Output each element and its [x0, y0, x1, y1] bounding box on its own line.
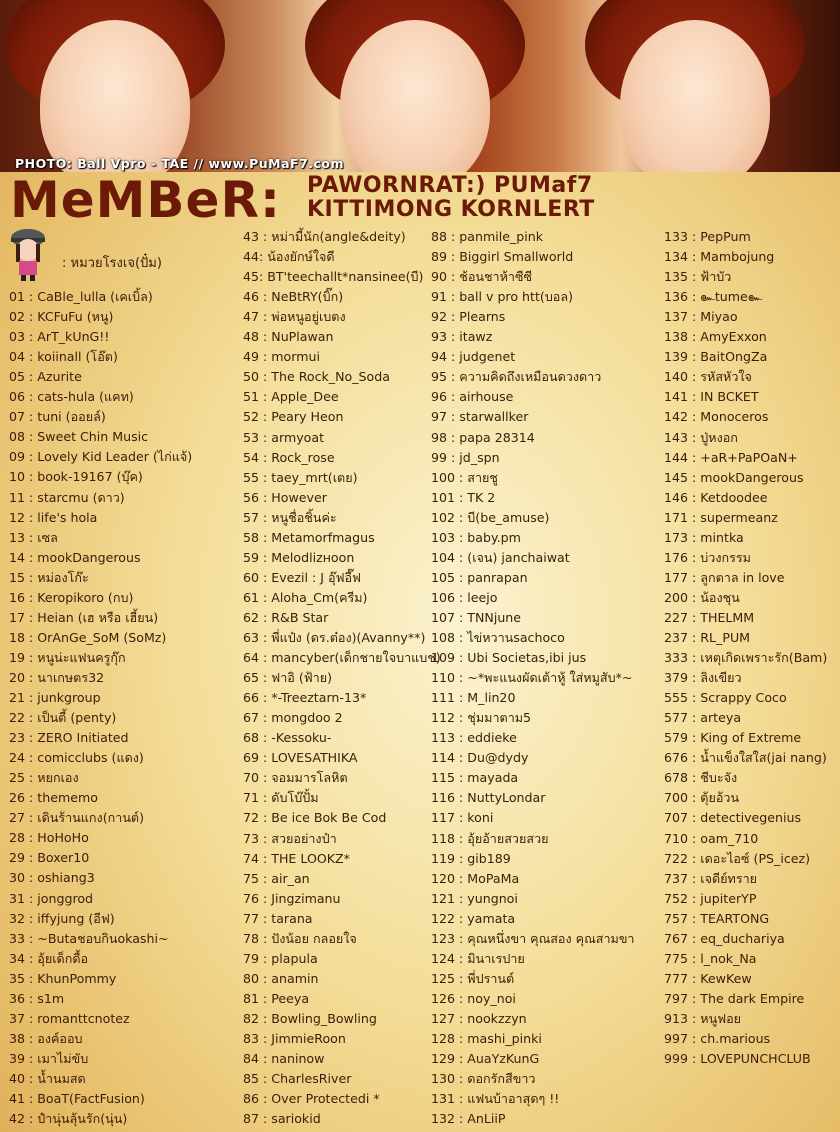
list-item: 125 : พี่ปรานต์	[431, 970, 515, 986]
list-item: 68 : -Kessoku-	[243, 730, 332, 746]
list-item: 04 : koiinall (โอ๊ต)	[9, 349, 118, 365]
list-item: 111 : M_lin20	[431, 690, 516, 706]
list-item: 10 : book-19167 (บุ๊ค)	[9, 469, 143, 485]
list-item: 81 : Peeya	[243, 990, 310, 1006]
list-item: 06 : cats-hula (แคท)	[9, 389, 134, 405]
list-item: 775 : l_nok_Na	[664, 950, 757, 966]
list-item: 05 : Azurite	[9, 369, 82, 385]
list-item: 93 : itawz	[431, 329, 493, 345]
list-item: 56 : However	[243, 489, 327, 505]
list-item: 24 : comicclubs (แดง)	[9, 750, 144, 766]
list-item: 114 : Du@dydy	[431, 750, 529, 766]
list-item: 16 : Keropikoro (กบ)	[9, 589, 134, 605]
list-item: 76 : Jingzimanu	[243, 890, 341, 906]
list-item: 134 : Mambojung	[664, 249, 775, 265]
list-item: 752 : jupiterYP	[664, 890, 757, 906]
list-item: 72 : Be ice Bok Be Cod	[243, 810, 387, 826]
list-item: 33 : ~Butaชอบกินokashi~	[9, 930, 169, 946]
list-item: 104 : (เจน) janchaiwat	[431, 549, 570, 565]
list-item: 108 : ไข่หวานsachoco	[431, 630, 565, 645]
list-item: 177 : ลูกตาล in love	[664, 569, 785, 585]
list-item: 94 : judgenet	[431, 349, 516, 365]
list-item: 113 : eddieke	[431, 730, 517, 746]
list-item: 28 : HoHoHo	[9, 830, 89, 846]
list-item: 45: BT'teechallt*nansinee(บี)	[243, 269, 424, 285]
list-item: 66 : *-Treeztarn-13*	[243, 690, 367, 706]
list-item: 173 : mintka	[664, 529, 744, 545]
list-item: 105 : panrapan	[431, 569, 528, 585]
list-item: 55 : taey_mrt(เตย)	[243, 469, 358, 485]
list-item: 84 : naninow	[243, 1051, 325, 1067]
list-item: 144 : +aR+PaPOaN+	[664, 449, 798, 465]
list-item: 59 : Melodlizнoon	[243, 549, 355, 565]
list-item: 53 : armyoat	[243, 429, 325, 445]
list-item: 116 : NuttyLondar	[431, 790, 546, 806]
list-item: 88 : panmile_pink	[431, 229, 544, 244]
list-item: 02 : KCFuFu (หนู)	[9, 309, 114, 325]
list-item: 71 : ดับโบ๊ปั้ม	[243, 790, 319, 806]
list-item: 17 : Heian (เฮ หรือ เฮี้ยน)	[9, 609, 159, 625]
list-item: 11 : starcmu (ดาว)	[9, 489, 125, 505]
list-item: 82 : Bowling_Bowling	[243, 1010, 377, 1026]
list-item: 176 : บ่วงกรรม	[664, 549, 751, 565]
list-item: 129 : AuaYzKunG	[431, 1051, 540, 1067]
list-item: 132 : AnLiiP	[431, 1111, 506, 1127]
list-item: 13 : เซล	[9, 529, 58, 545]
list-item: 137 : Miyao	[664, 309, 738, 325]
list-item: 99 : jd_spn	[431, 449, 500, 465]
list-item: 710 : oam_710	[664, 830, 759, 846]
list-item: 102 : บี(be_amuse)	[431, 509, 550, 525]
list-item: 777 : KewKew	[664, 970, 752, 986]
list-item: 124 : มินาเรปาย	[431, 950, 525, 966]
list-item: 109 : Ubi Societas,ibi jus	[431, 650, 587, 666]
list-item: 139 : BaitOngZa	[664, 349, 768, 365]
list-item: 65 : ฟาอิ (ฟ้าย)	[243, 670, 333, 686]
list-item: 579 : King of Extreme	[664, 730, 802, 746]
list-item: 142 : Monoceros	[664, 409, 769, 425]
list-item: 48 : NuPlawan	[243, 329, 334, 345]
list-item: 119 : gib189	[431, 850, 511, 866]
header-photo-strip	[0, 0, 840, 172]
list-item: 135 : ฟ้าบัว	[664, 269, 732, 285]
list-item: 80 : anamin	[243, 970, 319, 986]
list-item: 112 : ชุ่มมาตาม5	[431, 710, 532, 726]
list-item: 146 : Ketdoodee	[664, 489, 768, 505]
list-item: 92 : Plearns	[431, 309, 506, 325]
list-item: 77 : tarana	[243, 910, 313, 926]
list-item: 63 : พี่แป๋ง (ดร.ต๋อง)(Avanny**)	[243, 630, 426, 645]
list-item: 58 : Metamorfmagus	[243, 529, 375, 545]
list-item: 227 : THELMM	[664, 609, 755, 625]
list-item: 36 : s1m	[9, 990, 65, 1006]
list-item: 52 : Peary Heon	[243, 409, 344, 425]
list-item: 999 : LOVEPUNCHCLUB	[664, 1051, 811, 1067]
list-item: 141 : IN BCKET	[664, 389, 759, 405]
list-item: 118 : อุ้ยอ้ายสวยสวย	[431, 830, 549, 846]
list-item: 37 : romanttcnotez	[9, 1010, 130, 1026]
list-item: 60 : Evezil : J อุ๊ฟอี๊ฟ	[243, 569, 361, 585]
list-item: 110 : ~*พะแนงผัดเต้าหู้ ใส่หมูสับ*~	[431, 670, 633, 686]
list-item: 79 : plapula	[243, 950, 318, 966]
list-item: 997 : ch.marious	[664, 1031, 771, 1046]
list-item: 140 : รหัสหัวใจ	[664, 369, 752, 385]
list-item: 555 : Scrappy Coco	[664, 690, 787, 706]
list-item: 722 : เดอะไอซ์ (PS_icez)	[664, 850, 811, 866]
list-item: 29 : Boxer10	[9, 850, 90, 866]
subtitle-line-2: KITTIMONG KORNLERT	[307, 197, 595, 222]
list-item: 115 : mayada	[431, 770, 519, 786]
list-item: 40 : น้ำนมสด	[9, 1070, 86, 1086]
list-item: 97 : starwallker	[431, 409, 529, 425]
list-item: 62 : R&B Star	[243, 609, 329, 625]
avatar-icon	[8, 226, 48, 282]
list-item: 86 : Over Protectedi *	[243, 1091, 380, 1107]
page-title: MeMBeR:	[10, 171, 281, 229]
list-item: 126 : noy_noi	[431, 990, 516, 1006]
list-item: 57 : หนูชื่อชิ้นค่ะ	[243, 509, 337, 525]
list-item: 74 : THE LOOKZ*	[243, 850, 350, 866]
list-item: 01 : CaBle_lulla (เคเบิ้ล)	[9, 289, 153, 304]
list-item: 103 : baby.pm	[431, 529, 521, 545]
list-item: 90 : ช้อนชาห้าซีซี	[431, 269, 533, 285]
list-item: 51 : Apple_Dee	[243, 389, 339, 405]
list-item: 34 : อุ้ยเด็กดื้อ	[9, 950, 89, 966]
list-item: 121 : yungnoi	[431, 890, 518, 906]
list-item: 15 : หม่องโก๊ะ	[9, 569, 89, 585]
list-item: 171 : supermeanz	[664, 509, 778, 525]
list-item: 38 : องค์ออบ	[9, 1030, 83, 1046]
list-item: 35 : KhunPommy	[9, 970, 117, 986]
list-item: 50 : The Rock_No_Soda	[243, 369, 390, 385]
list-item: 100 : สายชู	[431, 469, 498, 485]
list-item: 39 : เมาไม่ขับ	[9, 1050, 89, 1066]
list-item: 25 : หยกเอง	[9, 770, 79, 786]
list-item: 700 : ตุ้ยอ้วน	[664, 790, 740, 806]
list-item: 19 : หนูน่ะแฟนครูกุ๊ก	[9, 649, 126, 665]
list-item: 131 : แฟนบ้าอาสุดๆ !!	[431, 1091, 560, 1107]
list-item: 89 : Biggirl Smallworld	[431, 249, 574, 265]
list-item: 78 : ปังน้อย กลอยใจ	[243, 930, 357, 946]
list-item: 133 : PepPum	[664, 229, 751, 244]
list-item: 237 : RL_PUM	[664, 630, 751, 645]
list-item: 707 : detectivegenius	[664, 810, 802, 826]
list-item: 127 : nookzzyn	[431, 1010, 527, 1026]
list-item: 200 : น้องชุน	[664, 589, 740, 605]
intro-text: : หมวยโรงเจ(ปั๋ม)	[62, 256, 162, 271]
list-item: 61 : Aloha_Cm(ครีม)	[243, 589, 368, 605]
list-item: 12 : life's hola	[9, 509, 98, 525]
list-item: 03 : ArT_kUnG!!	[9, 329, 110, 345]
list-item: 47 : พ่อหนูอยู่เบตง	[243, 309, 346, 325]
list-item: 44: น้องยักษ์ใจดี	[243, 249, 335, 265]
list-item: 83 : JimmieRoon	[243, 1031, 346, 1046]
list-item: 130 : ดอกรักสีขาว	[431, 1071, 536, 1087]
list-item: 67 : mongdoo 2	[243, 710, 343, 726]
list-item: 41 : BoaT(FactFusion)	[9, 1091, 145, 1106]
list-item: 85 : CharlesRiver	[243, 1071, 352, 1087]
list-item: 73 : สวยอย่างป๋า	[243, 830, 337, 846]
photo-credit: PHOTO: Ball Vpro - TAE // www.PuMaF7.com	[15, 156, 345, 171]
list-item: 379 : ลิงเขียว	[664, 670, 742, 686]
list-item: 95 : ความคิดถึงเหมือนดวงดาว	[431, 369, 602, 385]
list-item: 767 : eq_duchariya	[664, 930, 785, 946]
list-item: 128 : mashi_pinki	[431, 1031, 542, 1046]
list-item: 69 : LOVESATHIKA	[243, 750, 358, 766]
list-item: 21 : junkgroup	[9, 690, 101, 705]
list-item: 09 : Lovely Kid Leader (ไก่แจ้)	[9, 449, 193, 465]
list-item: 117 : koni	[431, 810, 494, 826]
list-item: 913 : หนูฟอย	[664, 1010, 742, 1026]
list-item: 145 : mookDangerous	[664, 469, 804, 485]
list-item: 122 : yamata	[431, 910, 516, 926]
list-item: 737 : เจดีย์ทราย	[664, 870, 758, 886]
list-item: 96 : airhouse	[431, 389, 514, 405]
list-item: 14 : mookDangerous	[9, 549, 141, 565]
list-item: 123 : คุณหนึ่งขา คุณสอง คุณสามขา	[431, 930, 635, 946]
list-item: 676 : น้ำแข็งใสใส(jai nang)	[664, 750, 827, 766]
list-item: 106 : leejo	[431, 589, 498, 605]
list-item: 08 : Sweet Chin Music	[9, 429, 149, 445]
list-item: 07 : tuni (ออยล์)	[9, 409, 106, 425]
list-item: 333 : เหตุเกิดเพราะรัก(Bam)	[664, 650, 828, 666]
list-item: 46 : NeBtRY(บิ๊ก)	[243, 289, 344, 305]
list-item: 26 : thememo	[9, 790, 98, 806]
list-item: 49 : mormui	[243, 349, 320, 365]
list-item: 43 : หม่ามี้นัก(angle&deity)	[243, 229, 406, 244]
list-item: 20 : นาเกษตร32	[9, 669, 105, 685]
list-item: 75 : air_an	[243, 870, 310, 886]
list-item: 143 : ปู่หงอก	[664, 429, 738, 445]
list-item: 22 : เป็นตี้ (penty)	[9, 710, 117, 726]
list-item: 54 : Rock_rose	[243, 449, 335, 465]
list-item: 87 : sariokid	[243, 1111, 321, 1127]
list-item: 23 : ZERO Initiated	[9, 730, 129, 746]
list-item: 107 : TNNjune	[431, 609, 522, 625]
list-item: 31 : jonggrod	[9, 890, 94, 906]
list-item: 678 : ชีบะจัง	[664, 770, 738, 786]
list-item: 101 : TK 2	[431, 489, 496, 505]
list-item: 42 : ปำนุ่นลุ้นรัก(นุ่น)	[9, 1111, 128, 1127]
list-item: 70 : จอมมารโลหิต	[243, 770, 348, 786]
list-item: 30 : oshiang3	[9, 870, 95, 886]
list-item: 98 : papa 28314	[431, 429, 535, 445]
list-item: 797 : The dark Empire	[664, 990, 805, 1006]
subtitle-line-1: PAWORNRAT:) PUMaf7	[307, 173, 593, 198]
list-item: 136 : ๛tume๛	[664, 289, 763, 305]
list-item: 577 : arteya	[664, 710, 742, 726]
list-item: 91 : ball v pro htt(บอล)	[431, 289, 574, 305]
list-item: 18 : OrAnGe_SoM (SoMz)	[9, 629, 167, 645]
list-item: 27 : เดินร้านแกง(กานต์)	[9, 810, 145, 826]
list-item: 757 : TEARTONG	[664, 910, 770, 926]
list-item: 120 : MoPaMa	[431, 870, 520, 886]
list-item: 138 : AmyExxon	[664, 329, 767, 345]
list-item: 64 : mancyber(เด็กชายใจบาแบช)	[243, 650, 441, 666]
list-item: 32 : iffyjung (อีฟ)	[9, 910, 115, 926]
